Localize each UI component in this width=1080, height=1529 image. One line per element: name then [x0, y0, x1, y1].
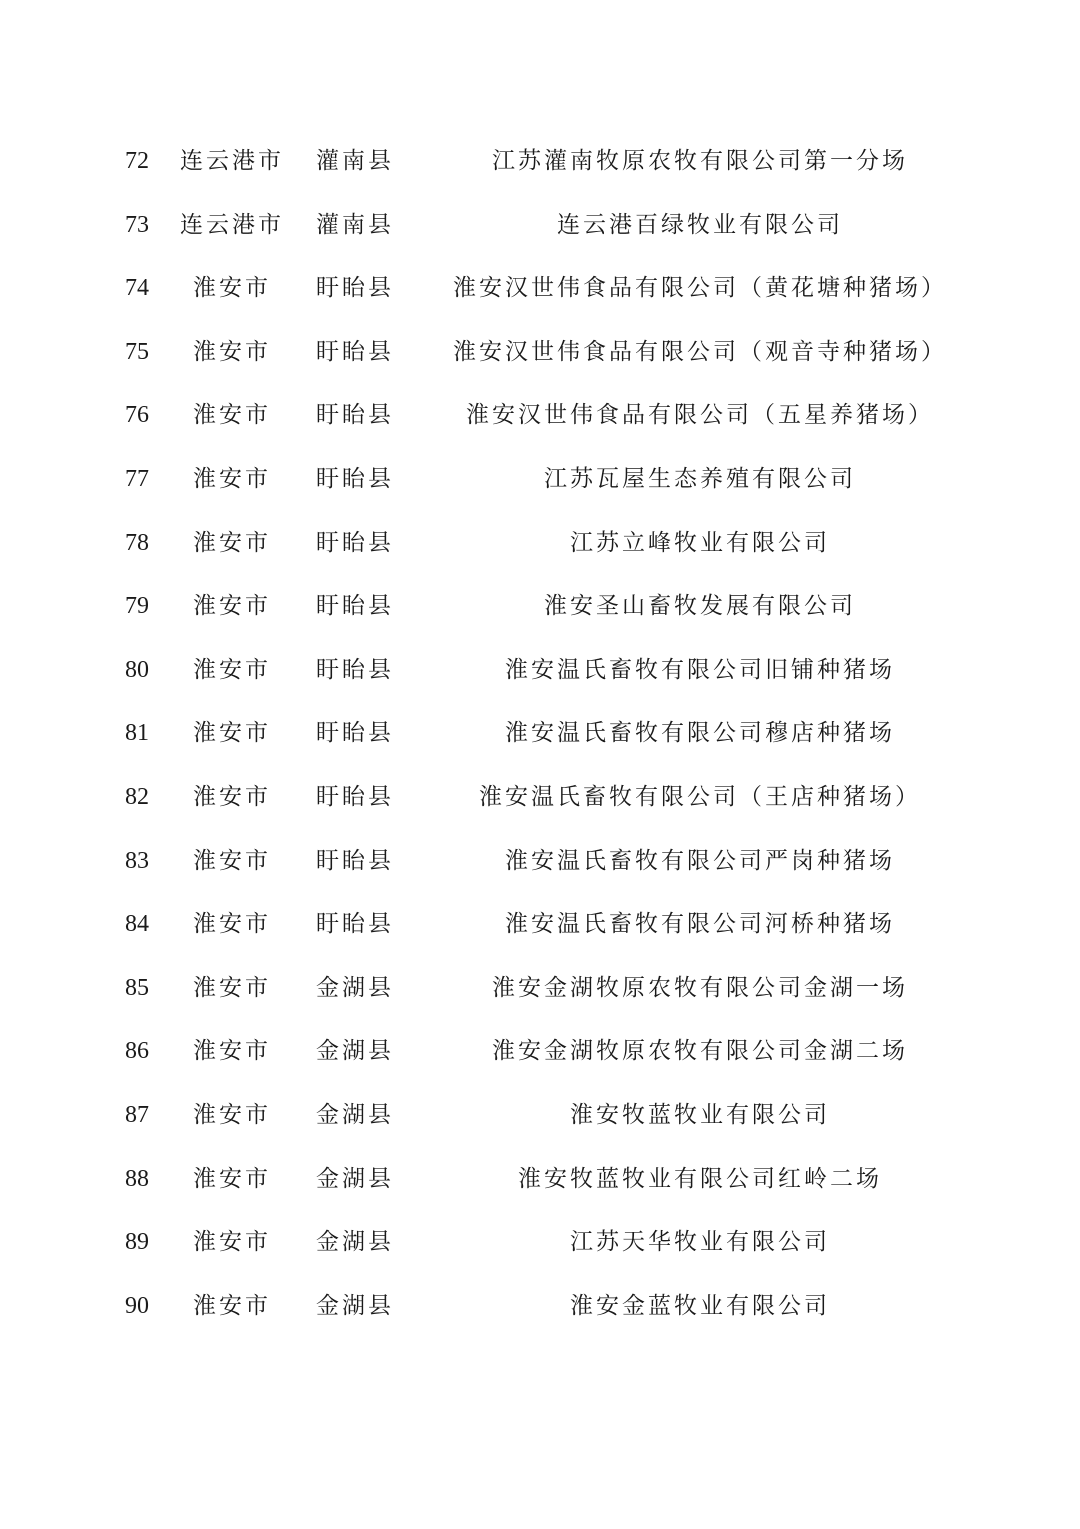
row-number: 87 — [125, 1101, 149, 1128]
county-cell: 盱眙县 — [316, 338, 394, 365]
table-row — [0, 957, 1080, 1021]
company-cell: 江苏瓦屋生态养殖有限公司 — [544, 465, 856, 492]
county-cell: 盱眙县 — [316, 275, 394, 302]
table-row — [0, 1275, 1080, 1339]
table-row — [0, 702, 1080, 766]
county-cell: 金湖县 — [316, 1038, 394, 1065]
table-row — [0, 257, 1080, 321]
company-cell: 淮安金湖牧原农牧有限公司金湖一场 — [492, 974, 908, 1001]
city-cell: 淮安市 — [193, 1101, 271, 1128]
row-number: 78 — [125, 529, 149, 556]
table-row — [0, 321, 1080, 385]
company-cell: 淮安温氏畜牧有限公司穆店种猪场 — [505, 720, 895, 747]
company-cell: 淮安汉世伟食品有限公司（五星养猪场） — [466, 402, 934, 429]
city-cell: 淮安市 — [193, 1038, 271, 1065]
table-row — [0, 1148, 1080, 1212]
county-cell: 盱眙县 — [316, 656, 394, 683]
table-row — [0, 448, 1080, 512]
city-cell: 淮安市 — [193, 847, 271, 874]
company-cell: 淮安牧蓝牧业有限公司 — [570, 1101, 830, 1128]
city-cell: 淮安市 — [193, 275, 271, 302]
company-cell: 江苏灌南牧原农牧有限公司第一分场 — [492, 148, 908, 174]
table-row — [0, 130, 1080, 194]
county-cell: 盱眙县 — [316, 720, 394, 747]
table-row — [0, 1020, 1080, 1084]
row-number: 86 — [125, 1038, 149, 1065]
company-cell: 江苏天华牧业有限公司 — [570, 1229, 830, 1256]
county-cell: 金湖县 — [316, 1292, 394, 1319]
city-cell: 淮安市 — [193, 465, 271, 492]
company-cell: 淮安温氏畜牧有限公司河桥种猪场 — [505, 911, 895, 938]
table-row — [0, 1084, 1080, 1148]
row-number: 90 — [125, 1292, 149, 1319]
company-cell: 江苏立峰牧业有限公司 — [570, 529, 830, 556]
county-cell: 盱眙县 — [316, 847, 394, 874]
row-number: 79 — [125, 593, 149, 620]
city-cell: 淮安市 — [193, 338, 271, 365]
company-cell: 淮安圣山畜牧发展有限公司 — [544, 593, 856, 620]
city-cell: 淮安市 — [193, 529, 271, 556]
city-cell: 淮安市 — [193, 1165, 271, 1192]
company-cell: 淮安温氏畜牧有限公司严岗种猪场 — [505, 847, 895, 874]
company-cell: 淮安金蓝牧业有限公司 — [570, 1292, 830, 1319]
table-row — [0, 1211, 1080, 1275]
row-number: 72 — [125, 148, 149, 174]
county-cell: 盱眙县 — [316, 402, 394, 429]
city-cell: 淮安市 — [193, 783, 271, 810]
row-number: 73 — [125, 211, 149, 238]
row-number: 83 — [125, 847, 149, 874]
city-cell: 淮安市 — [193, 1292, 271, 1319]
county-cell: 盱眙县 — [316, 465, 394, 492]
city-cell: 淮安市 — [193, 593, 271, 620]
company-cell: 连云港百绿牧业有限公司 — [557, 211, 843, 238]
company-cell: 淮安温氏畜牧有限公司旧铺种猪场 — [505, 656, 895, 683]
table-row — [0, 639, 1080, 703]
company-cell: 淮安汉世伟食品有限公司（观音寺种猪场） — [453, 338, 947, 365]
county-cell: 灌南县 — [316, 211, 394, 238]
county-cell: 金湖县 — [316, 974, 394, 1001]
row-number: 75 — [125, 338, 149, 365]
county-cell: 灌南县 — [316, 148, 394, 174]
city-cell: 淮安市 — [193, 656, 271, 683]
table-row — [0, 893, 1080, 957]
county-cell: 金湖县 — [316, 1165, 394, 1192]
table-row — [0, 384, 1080, 448]
county-cell: 金湖县 — [316, 1101, 394, 1128]
table-row — [0, 766, 1080, 830]
city-cell: 淮安市 — [193, 402, 271, 429]
table-row — [0, 575, 1080, 639]
row-number: 80 — [125, 656, 149, 683]
table-row — [0, 830, 1080, 894]
row-number: 74 — [125, 275, 149, 302]
city-cell: 淮安市 — [193, 720, 271, 747]
company-cell: 淮安温氏畜牧有限公司（王店种猪场） — [479, 783, 921, 810]
farm-list-table — [0, 130, 1080, 1338]
row-number: 82 — [125, 783, 149, 810]
row-number: 77 — [125, 465, 149, 492]
city-cell: 淮安市 — [193, 1229, 271, 1256]
row-number: 85 — [125, 974, 149, 1001]
table-row — [0, 194, 1080, 258]
county-cell: 盱眙县 — [316, 593, 394, 620]
row-number: 88 — [125, 1165, 149, 1192]
row-number: 89 — [125, 1229, 149, 1256]
county-cell: 盱眙县 — [316, 529, 394, 556]
city-cell: 淮安市 — [193, 911, 271, 938]
row-number: 81 — [125, 720, 149, 747]
company-cell: 淮安牧蓝牧业有限公司红岭二场 — [518, 1165, 882, 1192]
company-cell: 淮安汉世伟食品有限公司（黄花塘种猪场） — [453, 275, 947, 302]
city-cell: 连云港市 — [180, 148, 284, 174]
county-cell: 金湖县 — [316, 1229, 394, 1256]
row-number: 84 — [125, 911, 149, 938]
city-cell: 淮安市 — [193, 974, 271, 1001]
row-number: 76 — [125, 402, 149, 429]
county-cell: 盱眙县 — [316, 783, 394, 810]
city-cell: 连云港市 — [180, 211, 284, 238]
company-cell: 淮安金湖牧原农牧有限公司金湖二场 — [492, 1038, 908, 1065]
county-cell: 盱眙县 — [316, 911, 394, 938]
table-row — [0, 512, 1080, 576]
